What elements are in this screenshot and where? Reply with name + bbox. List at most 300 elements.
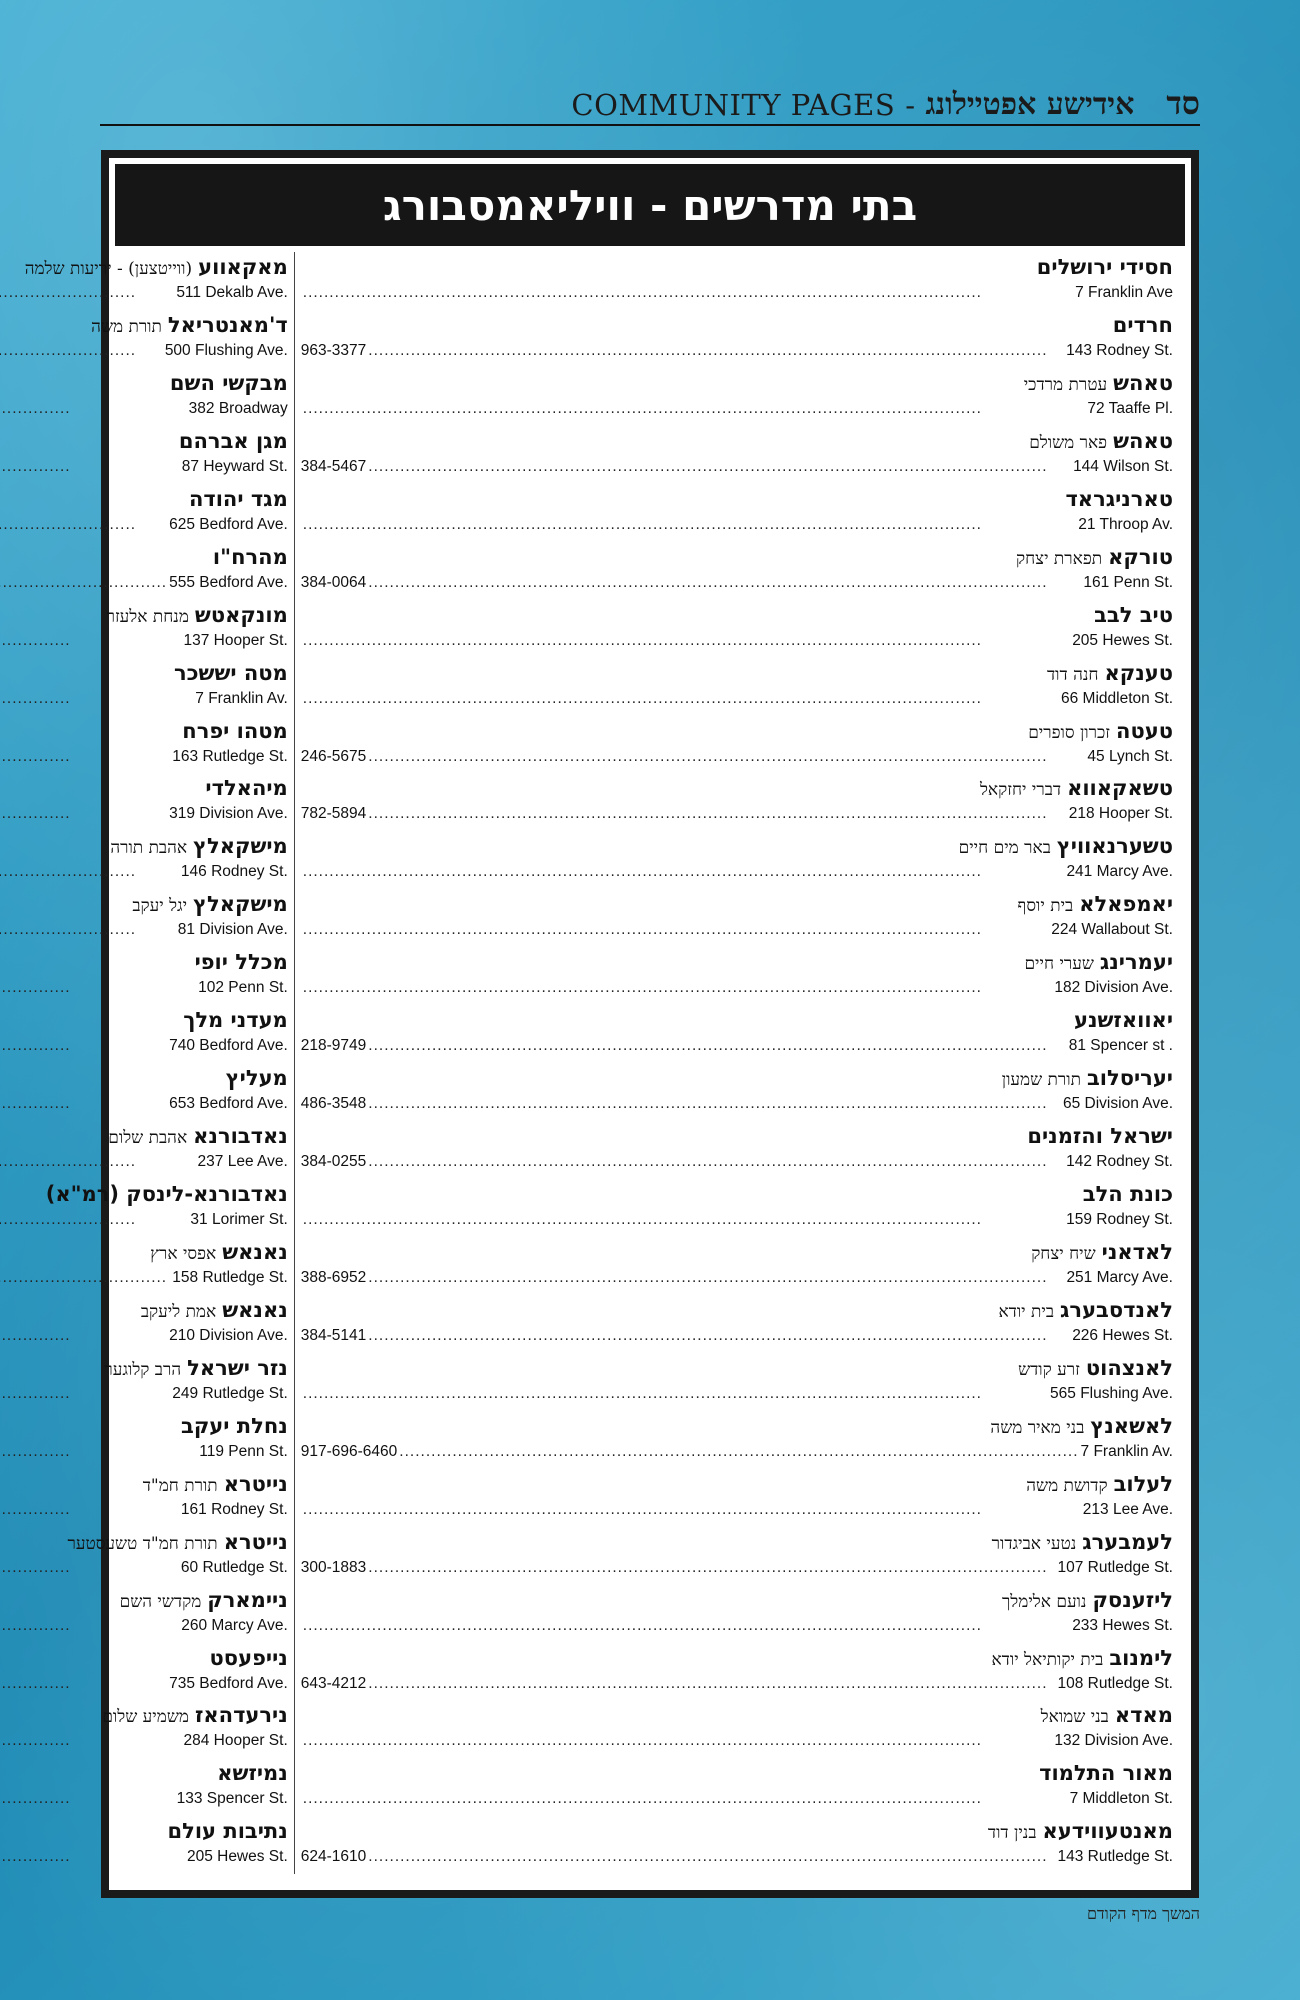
street-address: 565 Flushing Ave. — [1050, 1384, 1173, 1402]
directory-entry — [0, 1179, 288, 1237]
address-line — [301, 283, 1173, 303]
street-address: 284 Hooper St. — [183, 1732, 288, 1750]
dot-leader — [0, 1674, 167, 1694]
directory-entry — [0, 1816, 288, 1874]
street-address: 7 Middleton St. — [1069, 1790, 1173, 1808]
directory-entry — [301, 716, 1173, 774]
dot-leader — [303, 1384, 1048, 1404]
entry-heading — [0, 1645, 288, 1674]
header-title-en: COMMUNITY PAGES — [571, 88, 896, 122]
directory-entry — [301, 947, 1173, 1005]
synagogue-name: ישראל והזמנים — [1027, 1124, 1173, 1149]
address-line — [0, 631, 288, 651]
street-address: 108 Rutledge St. — [1057, 1674, 1173, 1692]
entry-heading — [0, 486, 288, 515]
entry-heading — [0, 891, 288, 920]
synagogue-name: לאנצהוט — [1085, 1355, 1173, 1380]
phone-number: 643-4212 — [300, 1674, 367, 1692]
directory-entry — [0, 1758, 288, 1816]
synagogue-subtitle: בני שמואל — [1040, 1707, 1109, 1728]
synagogue-name: לאנדסבערג — [1060, 1297, 1173, 1322]
phone-number: 384-5467 — [300, 457, 367, 475]
dot-leader — [0, 747, 170, 767]
address-line — [0, 1558, 288, 1578]
synagogue-subtitle: בית יודא — [998, 1301, 1055, 1322]
address-line — [0, 804, 288, 824]
phone-number: 384-5141 — [300, 1326, 367, 1344]
street-address: 233 Hewes St. — [1072, 1616, 1173, 1634]
directory-entry — [0, 252, 288, 310]
directory-entry — [301, 1700, 1173, 1758]
street-address: 161 Rodney St. — [180, 1500, 288, 1518]
address-line — [0, 1094, 288, 1114]
street-address: 65 Division Ave. — [1063, 1095, 1173, 1113]
directory-entry — [0, 1295, 288, 1353]
synagogue-name: נאדבורנא — [193, 1124, 288, 1149]
entry-heading — [0, 1702, 288, 1731]
street-address: 143 Rodney St. — [1066, 341, 1173, 359]
directory-entry — [301, 1816, 1173, 1874]
address-line — [0, 1152, 288, 1172]
dot-leader — [303, 920, 1049, 940]
entry-heading — [301, 1065, 1173, 1094]
address-line — [0, 457, 288, 477]
page-number: סד — [1166, 84, 1200, 122]
section-title: בתי מדרשים - וויליאמסבורג — [115, 164, 1185, 246]
dot-leader — [0, 1036, 167, 1056]
address-line — [301, 1500, 1173, 1520]
entry-heading — [301, 1471, 1173, 1500]
street-address: 7 Franklin Av. — [195, 689, 288, 707]
address-line — [0, 1616, 288, 1636]
street-address: 45 Lynch St. — [1087, 747, 1173, 765]
street-address: 249 Rutledge St. — [172, 1384, 288, 1402]
address-line — [301, 1094, 1173, 1114]
synagogue-subtitle: (ווייטצען) - יריעות שלמה — [24, 259, 193, 279]
synagogue-subtitle: תפארת יצחק — [1016, 548, 1103, 569]
address-line — [0, 1500, 288, 1520]
phone-number: 624-1610 — [300, 1848, 367, 1866]
dot-leader — [0, 457, 180, 477]
synagogue-subtitle: תורת חמ"ד — [142, 1475, 218, 1496]
directory-entry — [301, 252, 1173, 310]
synagogue-name: מאור התלמוד — [1039, 1761, 1173, 1786]
dot-leader — [303, 1500, 1081, 1520]
synagogue-name: נחלת יעקב — [181, 1413, 288, 1438]
dot-leader — [0, 1152, 196, 1172]
synagogue-name: נזר ישראל — [187, 1355, 288, 1380]
directory-entry — [0, 716, 288, 774]
synagogue-name: טאהש — [1113, 428, 1173, 453]
address-line — [0, 1674, 288, 1694]
street-address: 740 Bedford Ave. — [169, 1037, 288, 1055]
street-address: 107 Rutledge St. — [1057, 1558, 1173, 1576]
synagogue-name: נתיבות עולם — [167, 1819, 288, 1844]
dot-leader — [368, 1036, 1066, 1056]
synagogue-subtitle: שערי חיים — [1024, 954, 1094, 975]
dot-leader — [368, 1847, 1055, 1867]
dot-leader — [368, 1558, 1055, 1578]
phone-number: 384-0255 — [300, 1153, 367, 1171]
dot-leader — [0, 283, 174, 303]
directory-entry — [0, 1700, 288, 1758]
dot-leader — [303, 515, 1076, 535]
entry-heading — [301, 428, 1173, 457]
directory-entry — [0, 1585, 288, 1643]
dot-leader — [0, 978, 196, 998]
dot-leader — [368, 747, 1085, 767]
footer-note: המשך מדף הקודם — [1086, 1904, 1200, 1923]
dot-leader — [0, 515, 167, 535]
directory-entry — [0, 1411, 288, 1469]
synagogue-name: טשערנאוויץ — [1056, 834, 1173, 859]
synagogue-name: מאנטעווידעא — [1042, 1819, 1173, 1844]
address-line — [0, 1384, 288, 1404]
address-line — [0, 1442, 288, 1462]
directory-entry — [301, 1411, 1173, 1469]
address-line — [301, 1674, 1173, 1694]
address-line — [301, 978, 1173, 998]
synagogue-subtitle: עטרת מרדכי — [1023, 374, 1108, 395]
directory-panel — [24, 158, 1191, 1890]
street-address: 133 Spencer St. — [176, 1790, 288, 1808]
dot-leader — [0, 341, 163, 361]
directory-entry — [301, 1005, 1173, 1063]
address-line — [301, 1152, 1173, 1172]
entry-heading — [301, 660, 1173, 689]
street-address: 87 Heyward St. — [181, 457, 288, 475]
address-line — [0, 1210, 288, 1230]
entry-heading — [301, 1239, 1173, 1268]
street-address: 218 Hooper St. — [1068, 805, 1173, 823]
street-address: 205 Hewes St. — [186, 1848, 288, 1866]
directory-entry — [301, 1469, 1173, 1527]
address-line — [0, 978, 288, 998]
entry-heading — [0, 1239, 288, 1268]
synagogue-name: מכלל יופי — [194, 950, 288, 975]
street-address: 137 Hooper St. — [183, 631, 288, 649]
address-line — [301, 920, 1173, 940]
dot-leader — [303, 689, 1059, 709]
entry-heading — [0, 1007, 288, 1036]
address-line — [0, 1847, 288, 1867]
dot-leader — [0, 1731, 182, 1751]
synagogue-name: נייטרא — [223, 1471, 288, 1496]
street-address: 210 Division Ave. — [169, 1326, 288, 1344]
entry-heading — [0, 949, 288, 978]
synagogue-name: מעדני מלך — [183, 1008, 288, 1033]
synagogue-subtitle: מנחת אלעזר — [106, 606, 189, 627]
street-address: 625 Bedford Ave. — [169, 515, 288, 533]
directory-entry — [301, 600, 1173, 658]
entry-heading — [301, 1413, 1173, 1442]
phone-number: 917-696-6460 — [300, 1442, 398, 1460]
entry-heading — [0, 1587, 288, 1616]
dot-leader — [0, 1789, 175, 1809]
entry-heading — [0, 1065, 288, 1094]
entry-heading — [0, 1529, 288, 1558]
synagogue-name: מבקשי השם — [169, 370, 288, 395]
synagogue-name: נייטרא — [223, 1529, 288, 1554]
synagogue-name: מהרח"ו — [212, 544, 288, 569]
entry-heading — [0, 775, 288, 804]
directory-entry — [0, 310, 288, 368]
directory-entry — [301, 1237, 1173, 1295]
dot-leader — [0, 1500, 179, 1520]
address-line — [301, 573, 1173, 593]
dot-leader — [0, 631, 182, 651]
dot-leader — [0, 1442, 197, 1462]
address-line — [301, 457, 1173, 477]
entry-heading — [301, 833, 1173, 862]
street-address: 500 Flushing Ave. — [164, 341, 288, 359]
address-line — [0, 1789, 288, 1809]
dot-leader — [0, 1558, 179, 1578]
dot-leader — [303, 631, 1070, 651]
entry-heading — [301, 1529, 1173, 1558]
address-line — [301, 1326, 1173, 1346]
dot-leader — [0, 1210, 188, 1230]
entry-heading — [301, 544, 1173, 573]
street-address: 511 Dekalb Ave. — [176, 284, 288, 301]
synagogue-subtitle: בית יקותיאל יודא — [991, 1649, 1104, 1670]
synagogue-subtitle: חנה דוד — [1046, 664, 1099, 685]
entry-heading — [301, 1181, 1173, 1210]
address-line — [0, 689, 288, 709]
address-line — [0, 341, 288, 361]
entry-heading — [0, 602, 288, 631]
synagogue-name: מטהו יפרח — [182, 718, 288, 743]
phone-number: 384-0064 — [300, 573, 367, 591]
entry-heading — [301, 370, 1173, 399]
directory-entry — [301, 1121, 1173, 1179]
directory-entry — [301, 426, 1173, 484]
entry-heading — [301, 1818, 1173, 1847]
directory-entry — [0, 368, 288, 426]
entry-heading — [301, 254, 1173, 283]
street-address: 163 Rutledge St. — [172, 747, 288, 765]
synagogue-subtitle: קדושת משה — [1026, 1475, 1108, 1496]
street-address: 132 Division Ave. — [1054, 1732, 1173, 1750]
synagogue-name: יאוואזשנע — [1073, 1008, 1173, 1033]
entry-heading — [0, 660, 288, 689]
street-address: 224 Wallabout St. — [1051, 921, 1173, 939]
address-line — [301, 515, 1173, 535]
entry-heading — [301, 775, 1173, 804]
dot-leader — [303, 1789, 1068, 1809]
phone-number: 246-5675 — [300, 747, 367, 765]
directory-column — [0, 252, 295, 1874]
phone-number: 963-3377 — [300, 341, 367, 359]
dot-leader — [0, 1616, 179, 1636]
synagogue-subtitle: נועם אלימלך — [1001, 1591, 1087, 1612]
synagogue-name: נמיזשא — [217, 1761, 288, 1786]
phone-number: 300-1883 — [300, 1558, 367, 1576]
directory-entry — [0, 658, 288, 716]
synagogue-name: מגן אברהם — [178, 428, 288, 453]
street-address: 237 Lee Ave. — [197, 1153, 288, 1171]
entry-heading — [0, 1471, 288, 1500]
synagogue-name: טיב לבב — [1094, 602, 1173, 627]
address-line — [301, 862, 1173, 882]
address-line — [301, 1442, 1173, 1462]
address-line — [301, 804, 1173, 824]
dot-leader — [303, 978, 1053, 998]
directory-frame — [24, 150, 1199, 1898]
synagogue-name: מגד יהודה — [188, 486, 288, 511]
street-address: 260 Marcy Ave. — [181, 1616, 288, 1634]
street-address: 182 Division Ave. — [1054, 979, 1173, 997]
street-address: 382 Broadway — [188, 399, 288, 417]
header-separator: - — [905, 88, 916, 122]
entry-heading — [0, 1413, 288, 1442]
dot-leader — [368, 1674, 1055, 1694]
entry-heading — [0, 718, 288, 747]
street-address: 158 Rutledge St. — [172, 1268, 288, 1286]
address-line — [0, 283, 288, 303]
directory-entry — [0, 542, 288, 600]
dot-leader — [0, 689, 193, 709]
entry-heading — [0, 428, 288, 457]
synagogue-name: טענקא — [1104, 660, 1173, 685]
synagogue-name: טורקא — [1108, 544, 1173, 569]
synagogue-name: מישקאלץ — [193, 834, 288, 859]
synagogue-name: מעליץ — [225, 1066, 288, 1091]
address-line — [301, 1847, 1173, 1867]
directory-entry — [0, 1005, 288, 1063]
address-line — [301, 1616, 1173, 1636]
page-header — [100, 86, 1200, 126]
synagogue-subtitle: תורת חמ"ד טשעסטער — [67, 1533, 218, 1554]
street-address: 142 Rodney St. — [1066, 1153, 1173, 1171]
synagogue-subtitle: משמיע שלום — [102, 1707, 189, 1728]
entry-heading — [301, 1007, 1173, 1036]
synagogue-subtitle: נטעי אביגדור — [991, 1533, 1077, 1554]
directory-entry — [301, 1353, 1173, 1411]
street-address: 146 Rodney St. — [180, 863, 288, 881]
entry-heading — [301, 312, 1173, 341]
synagogue-subtitle: אפסי ארץ — [150, 1243, 217, 1264]
synagogue-name: כונת הלב — [1082, 1182, 1173, 1206]
dot-leader — [303, 1731, 1053, 1751]
synagogue-name: ניימארק — [207, 1587, 288, 1612]
dot-leader — [399, 1442, 1078, 1462]
street-address: 161 Penn St. — [1083, 573, 1173, 591]
synagogue-name: חרדים — [1112, 312, 1173, 337]
address-line — [301, 341, 1173, 361]
synagogue-subtitle: יגל יעקב — [132, 896, 188, 917]
synagogue-subtitle: תורת משה — [91, 316, 162, 337]
dot-leader — [368, 1268, 1064, 1288]
synagogue-name: נירעדהאז — [194, 1703, 288, 1728]
synagogue-name: מאקאווע — [198, 255, 288, 279]
directory-entry — [301, 310, 1173, 368]
entry-heading — [0, 1123, 288, 1152]
street-address: 102 Penn St. — [198, 979, 288, 997]
dot-leader — [368, 1326, 1070, 1346]
directory-entry — [0, 1527, 288, 1585]
synagogue-name: טשאקאווא — [1067, 776, 1173, 801]
street-address: 159 Rodney St. — [1066, 1211, 1173, 1228]
address-line — [0, 1326, 288, 1346]
dot-leader — [0, 804, 167, 824]
header-title-yi: אידישע אפטיילונג — [925, 87, 1135, 122]
address-line — [301, 1789, 1173, 1809]
address-line — [301, 1036, 1173, 1056]
synagogue-name: יעריסלוב — [1087, 1066, 1173, 1091]
street-address: 319 Division Ave. — [169, 805, 288, 823]
dot-leader — [0, 399, 187, 419]
address-line — [301, 1268, 1173, 1288]
address-line — [301, 1731, 1173, 1751]
synagogue-name: מטה יששכר — [173, 660, 288, 685]
address-line — [0, 573, 288, 593]
synagogue-name: יעמרינג — [1099, 950, 1173, 975]
directory-entry — [0, 889, 288, 947]
street-address: 66 Middleton St. — [1060, 689, 1173, 707]
dot-leader — [0, 573, 167, 593]
dot-leader — [303, 862, 1065, 882]
dot-leader — [368, 341, 1064, 361]
entry-heading — [301, 949, 1173, 978]
dot-leader — [0, 1847, 185, 1867]
street-address: 735 Bedford Ave. — [169, 1674, 288, 1692]
street-address: 21 Throop Av. — [1078, 515, 1173, 533]
directory-column — [295, 252, 1179, 1874]
phone-number: 388-6952 — [300, 1268, 367, 1286]
entry-heading — [0, 544, 288, 573]
synagogue-subtitle: הרב קלוגער — [104, 1359, 182, 1380]
synagogue-name: לאדאני — [1101, 1239, 1173, 1264]
entry-heading — [0, 312, 288, 341]
synagogue-name: נאדבורנא-לינסק (רמ"א) — [45, 1182, 288, 1206]
synagogue-name: לעמבערג — [1082, 1529, 1173, 1554]
synagogue-subtitle: אמת ליעקב — [140, 1301, 217, 1322]
street-address: 226 Hewes St. — [1072, 1326, 1173, 1344]
street-address: 213 Lee Ave. — [1082, 1500, 1173, 1518]
street-address: 143 Rutledge St. — [1057, 1848, 1173, 1866]
street-address: 555 Bedford Ave. — [169, 573, 288, 591]
address-line — [301, 689, 1173, 709]
synagogue-subtitle: אהבת תורה — [110, 838, 188, 859]
dot-leader — [303, 399, 1086, 419]
phone-number: 486-3548 — [300, 1095, 367, 1113]
directory-entry — [301, 542, 1173, 600]
dot-leader — [0, 1268, 170, 1288]
entry-heading — [301, 1355, 1173, 1384]
synagogue-subtitle: פאר משולם — [1029, 432, 1108, 453]
directory-entry — [0, 1643, 288, 1701]
dot-leader — [368, 804, 1066, 824]
directory-entry — [301, 1585, 1173, 1643]
dot-leader — [368, 573, 1081, 593]
entry-heading — [301, 1645, 1173, 1674]
address-line — [0, 1268, 288, 1288]
synagogue-name: ליזענסק — [1092, 1587, 1173, 1612]
address-line — [301, 1384, 1173, 1404]
synagogue-subtitle: באר מים חיים — [958, 838, 1051, 859]
directory-entry — [0, 831, 288, 889]
street-address: 7 Franklin Ave — [1075, 284, 1173, 301]
entry-heading — [301, 891, 1173, 920]
directory-entry — [0, 600, 288, 658]
street-address: 119 Penn St. — [199, 1442, 288, 1460]
street-address: 72 Taaffe Pl. — [1087, 399, 1173, 417]
address-line — [0, 1731, 288, 1751]
entry-heading — [0, 833, 288, 862]
directory-entry — [0, 773, 288, 831]
dot-leader — [303, 1616, 1070, 1636]
